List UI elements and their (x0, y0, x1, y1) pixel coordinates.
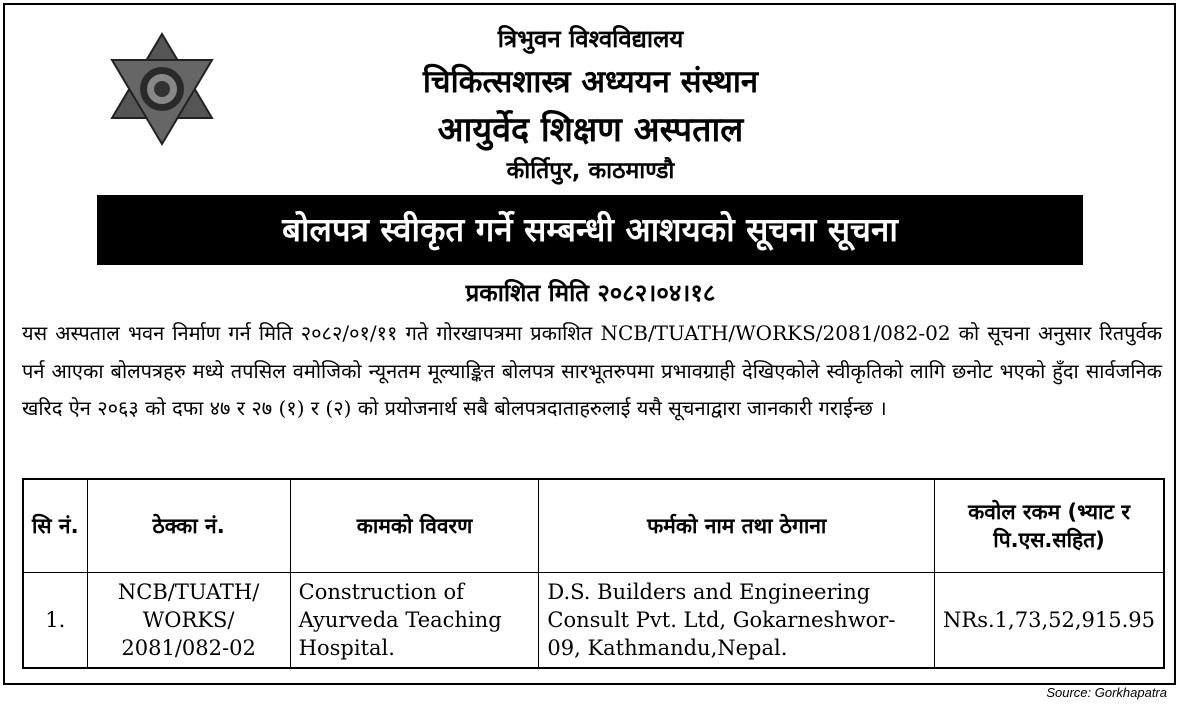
cell-contract-no: NCB/TUATH/ WORKS/ 2081/082-02 (87, 573, 290, 669)
notice-title-banner: बोलपत्र स्वीकृत गर्ने सम्बन्धी आशयको सूचना सूचना (97, 195, 1083, 265)
cell-firm: D.S. Builders and Engineering Consult Pvt. Ltd, Gokarneshwor-09, Kathmandu,Nepal. (539, 573, 935, 669)
table-header-row (23, 479, 1164, 573)
award-table (22, 478, 1165, 669)
cell-amount: NRs.1,73,52,915.95 (935, 573, 1164, 669)
publication-date: प्रकाशित मिति २०८२।०४।१८ (465, 279, 716, 307)
source-credit: Source: Gorkhapatra (1046, 685, 1167, 700)
institute-name: चिकित्सशास्त्र अध्ययन संस्थान (422, 64, 759, 100)
header-contract-no: ठेक्का नं. (87, 479, 290, 573)
header-work: कामको विवरण (290, 479, 539, 573)
university-name: त्रिभुवन विश्वविद्यालय (497, 25, 684, 53)
notice-body: यस अस्पताल भवन निर्माण गर्न मिति २०८२/०१/११ गते गोरखापत्रमा प्रकाशित NCB/TUATH/WORKS/2081/082-02 को सूचना अनुसार रितपुर्वक पर्न आएका बोलपत्रहरु मध्ये तपसिल वमोजिको न्यूनतम मूल्याङ्कित बोलपत्र सारभूतरुपमा प्रभावग्राही देखिएकोले स्वीकृतिको लागि छनोट भएको हुँदा सार्वजनिक खरिद ऐन २०६३ को दफा ४७ र २७ (१) र (२) को प्रयोजनार्थ सबै बोलपत्रदाताहरुलाई यसै सूचनाद्वारा जानकारी गराईन्छ । (22, 321, 1162, 420)
cell-sn: 1. (23, 573, 87, 669)
header-firm: फर्मको नाम तथा ठेगाना (539, 479, 935, 573)
header-sn: सि नं. (23, 479, 87, 573)
cell-work: Construction of Ayurveda Teaching Hospital. (290, 573, 539, 669)
header-amount: कवोल रकम (भ्याट र पि.एस.सहित) (935, 479, 1164, 573)
hospital-name: आयुर्वेद शिक्षण अस्पताल (437, 110, 744, 150)
table-row (23, 573, 1164, 669)
location: कीर्तिपुर, काठमाण्डौ (506, 158, 675, 184)
